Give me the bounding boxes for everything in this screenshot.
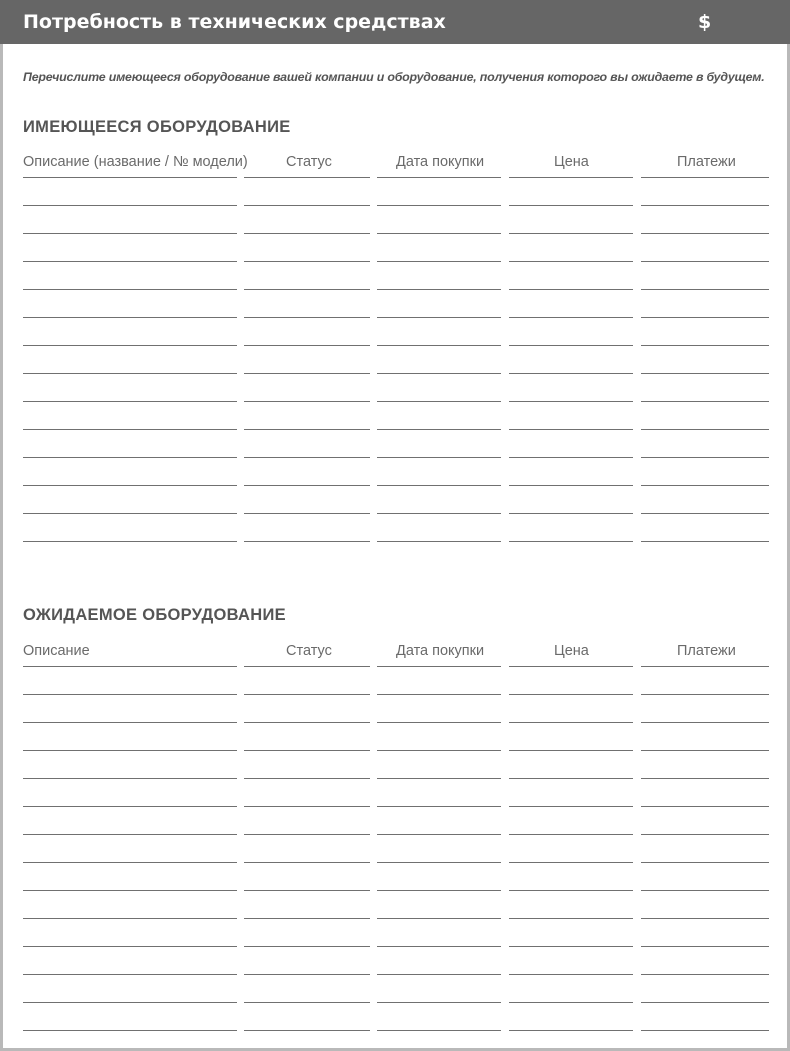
fill-in-line[interactable] — [509, 806, 633, 807]
fill-in-line[interactable] — [509, 233, 633, 234]
fill-in-line[interactable] — [641, 778, 769, 779]
fill-in-line[interactable] — [244, 289, 370, 290]
fill-in-line[interactable] — [509, 373, 633, 374]
fill-in-line[interactable] — [641, 694, 769, 695]
dollar-symbol: $ — [698, 11, 712, 33]
fill-in-line[interactable] — [509, 834, 633, 835]
fill-in-line[interactable] — [377, 1030, 501, 1031]
fill-in-line[interactable] — [377, 485, 501, 486]
fill-in-line[interactable] — [641, 806, 769, 807]
fill-in-line[interactable] — [244, 1030, 370, 1031]
fill-in-line[interactable] — [641, 429, 769, 430]
fill-in-line[interactable] — [509, 345, 633, 346]
col-header-description: Описание (название / № модели) — [23, 154, 248, 170]
fill-in-line[interactable] — [641, 317, 769, 318]
fill-in-line[interactable] — [23, 834, 237, 835]
header-underline — [244, 666, 370, 667]
fill-in-line[interactable] — [23, 750, 237, 751]
header-underline — [377, 666, 501, 667]
col-header-description: Описание — [23, 643, 90, 659]
fill-in-line[interactable] — [23, 1002, 237, 1003]
fill-in-line[interactable] — [641, 946, 769, 947]
fill-in-line[interactable] — [244, 974, 370, 975]
fill-in-line[interactable] — [377, 918, 501, 919]
fill-in-line[interactable] — [509, 289, 633, 290]
fill-in-line[interactable] — [377, 862, 501, 863]
fill-in-line[interactable] — [509, 946, 633, 947]
fill-in-line[interactable] — [509, 750, 633, 751]
fill-in-line[interactable] — [509, 205, 633, 206]
fill-in-line[interactable] — [377, 401, 501, 402]
header-underline — [641, 666, 769, 667]
fill-in-line[interactable] — [641, 974, 769, 975]
instructions-text: Перечислите имеющееся оборудование вашей компании и оборудование, получения которого вы ожидаете в будущем. — [23, 70, 765, 84]
fill-in-line[interactable] — [509, 1002, 633, 1003]
fill-in-line[interactable] — [377, 345, 501, 346]
fill-in-line[interactable] — [244, 401, 370, 402]
col-header-status: Статус — [286, 643, 332, 659]
header-underline — [23, 666, 237, 667]
fill-in-line[interactable] — [641, 750, 769, 751]
fill-in-line[interactable] — [244, 1002, 370, 1003]
fill-in-line[interactable] — [377, 834, 501, 835]
fill-in-line[interactable] — [244, 429, 370, 430]
fill-in-line[interactable] — [23, 722, 237, 723]
col-header-purchase-date: Дата покупки — [396, 643, 485, 659]
fill-in-line[interactable] — [377, 974, 501, 975]
fill-in-line[interactable] — [377, 946, 501, 947]
fill-in-line[interactable] — [23, 1030, 237, 1031]
fill-in-line[interactable] — [23, 890, 237, 891]
header-underline — [509, 666, 633, 667]
fill-in-line[interactable] — [641, 373, 769, 374]
fill-in-line[interactable] — [509, 541, 633, 542]
fill-in-line[interactable] — [244, 806, 370, 807]
page-title: Потребность в технических средствах — [23, 11, 446, 33]
fill-in-line[interactable] — [377, 289, 501, 290]
fill-in-line[interactable] — [509, 1030, 633, 1031]
fill-in-line[interactable] — [641, 205, 769, 206]
fill-in-line[interactable] — [509, 890, 633, 891]
fill-in-line[interactable] — [23, 205, 237, 206]
fill-in-line[interactable] — [509, 485, 633, 486]
fill-in-line[interactable] — [641, 722, 769, 723]
fill-in-line[interactable] — [509, 974, 633, 975]
fill-in-line[interactable] — [641, 1030, 769, 1031]
fill-in-line[interactable] — [641, 233, 769, 234]
fill-in-line[interactable] — [23, 485, 237, 486]
fill-in-line[interactable] — [244, 834, 370, 835]
fill-in-line[interactable] — [377, 457, 501, 458]
fill-in-line[interactable] — [23, 345, 237, 346]
fill-in-line[interactable] — [244, 750, 370, 751]
fill-in-line[interactable] — [23, 974, 237, 975]
fill-in-line[interactable] — [641, 345, 769, 346]
fill-in-line[interactable] — [641, 890, 769, 891]
fill-in-line[interactable] — [23, 946, 237, 947]
fill-in-line[interactable] — [509, 778, 633, 779]
fill-in-line[interactable] — [641, 401, 769, 402]
header-underline — [23, 177, 237, 178]
fill-in-line[interactable] — [377, 778, 501, 779]
fill-in-line[interactable] — [641, 1002, 769, 1003]
fill-in-line[interactable] — [377, 541, 501, 542]
fill-in-line[interactable] — [509, 694, 633, 695]
col-header-payments: Платежи — [677, 154, 736, 170]
fill-in-line[interactable] — [641, 918, 769, 919]
fill-in-line[interactable] — [23, 806, 237, 807]
fill-in-line[interactable] — [23, 289, 237, 290]
header-underline — [509, 177, 633, 178]
fill-in-line[interactable] — [244, 890, 370, 891]
fill-in-line[interactable] — [641, 485, 769, 486]
fill-in-line[interactable] — [509, 429, 633, 430]
fill-in-line[interactable] — [509, 317, 633, 318]
fill-in-line[interactable] — [244, 513, 370, 514]
fill-in-line[interactable] — [244, 233, 370, 234]
fill-in-line[interactable] — [244, 261, 370, 262]
fill-in-line[interactable] — [244, 541, 370, 542]
fill-in-line[interactable] — [377, 205, 501, 206]
fill-in-line[interactable] — [23, 694, 237, 695]
fill-in-line[interactable] — [377, 317, 501, 318]
fill-in-line[interactable] — [377, 261, 501, 262]
fill-in-line[interactable] — [377, 694, 501, 695]
fill-in-line[interactable] — [23, 541, 237, 542]
header-bar — [0, 0, 790, 44]
fill-in-line[interactable] — [23, 457, 237, 458]
fill-in-line[interactable] — [23, 373, 237, 374]
fill-in-line[interactable] — [377, 890, 501, 891]
col-header-status: Статус — [286, 154, 332, 170]
fill-in-line[interactable] — [509, 722, 633, 723]
fill-in-line[interactable] — [23, 233, 237, 234]
fill-in-line[interactable] — [23, 778, 237, 779]
fill-in-line[interactable] — [244, 946, 370, 947]
fill-in-line[interactable] — [244, 918, 370, 919]
fill-in-line[interactable] — [377, 233, 501, 234]
fill-in-line[interactable] — [509, 261, 633, 262]
fill-in-line[interactable] — [244, 694, 370, 695]
col-header-payments: Платежи — [677, 643, 736, 659]
fill-in-line[interactable] — [23, 918, 237, 919]
fill-in-line[interactable] — [23, 429, 237, 430]
fill-in-line[interactable] — [244, 205, 370, 206]
fill-in-line[interactable] — [244, 722, 370, 723]
fill-in-line[interactable] — [641, 457, 769, 458]
fill-in-line[interactable] — [509, 918, 633, 919]
fill-in-line[interactable] — [23, 513, 237, 514]
header-underline — [244, 177, 370, 178]
fill-in-line[interactable] — [244, 485, 370, 486]
fill-in-line[interactable] — [641, 541, 769, 542]
col-header-purchase-date: Дата покупки — [396, 154, 485, 170]
col-header-price: Цена — [554, 154, 589, 170]
col-header-price: Цена — [554, 643, 589, 659]
fill-in-line[interactable] — [641, 834, 769, 835]
existing-equipment-heading: ИМЕЮЩЕЕСЯ ОБОРУДОВАНИЕ — [23, 118, 291, 136]
fill-in-line[interactable] — [377, 806, 501, 807]
header-underline — [641, 177, 769, 178]
fill-in-line[interactable] — [509, 862, 633, 863]
fill-in-line[interactable] — [377, 373, 501, 374]
fill-in-line[interactable] — [23, 862, 237, 863]
fill-in-line[interactable] — [377, 1002, 501, 1003]
fill-in-line[interactable] — [377, 429, 501, 430]
fill-in-line[interactable] — [23, 261, 237, 262]
header-underline — [377, 177, 501, 178]
fill-in-line[interactable] — [244, 317, 370, 318]
fill-in-line[interactable] — [377, 750, 501, 751]
fill-in-line[interactable] — [244, 345, 370, 346]
fill-in-line[interactable] — [509, 457, 633, 458]
fill-in-line[interactable] — [244, 457, 370, 458]
expected-equipment-heading: ОЖИДАЕМОЕ ОБОРУДОВАНИЕ — [23, 606, 286, 624]
fill-in-line[interactable] — [377, 513, 501, 514]
fill-in-line[interactable] — [509, 401, 633, 402]
fill-in-line[interactable] — [641, 862, 769, 863]
fill-in-line[interactable] — [641, 289, 769, 290]
fill-in-line[interactable] — [244, 373, 370, 374]
fill-in-line[interactable] — [244, 862, 370, 863]
fill-in-line[interactable] — [509, 513, 633, 514]
fill-in-line[interactable] — [641, 261, 769, 262]
fill-in-line[interactable] — [641, 513, 769, 514]
fill-in-line[interactable] — [23, 401, 237, 402]
fill-in-line[interactable] — [23, 317, 237, 318]
fill-in-line[interactable] — [244, 778, 370, 779]
fill-in-line[interactable] — [377, 722, 501, 723]
